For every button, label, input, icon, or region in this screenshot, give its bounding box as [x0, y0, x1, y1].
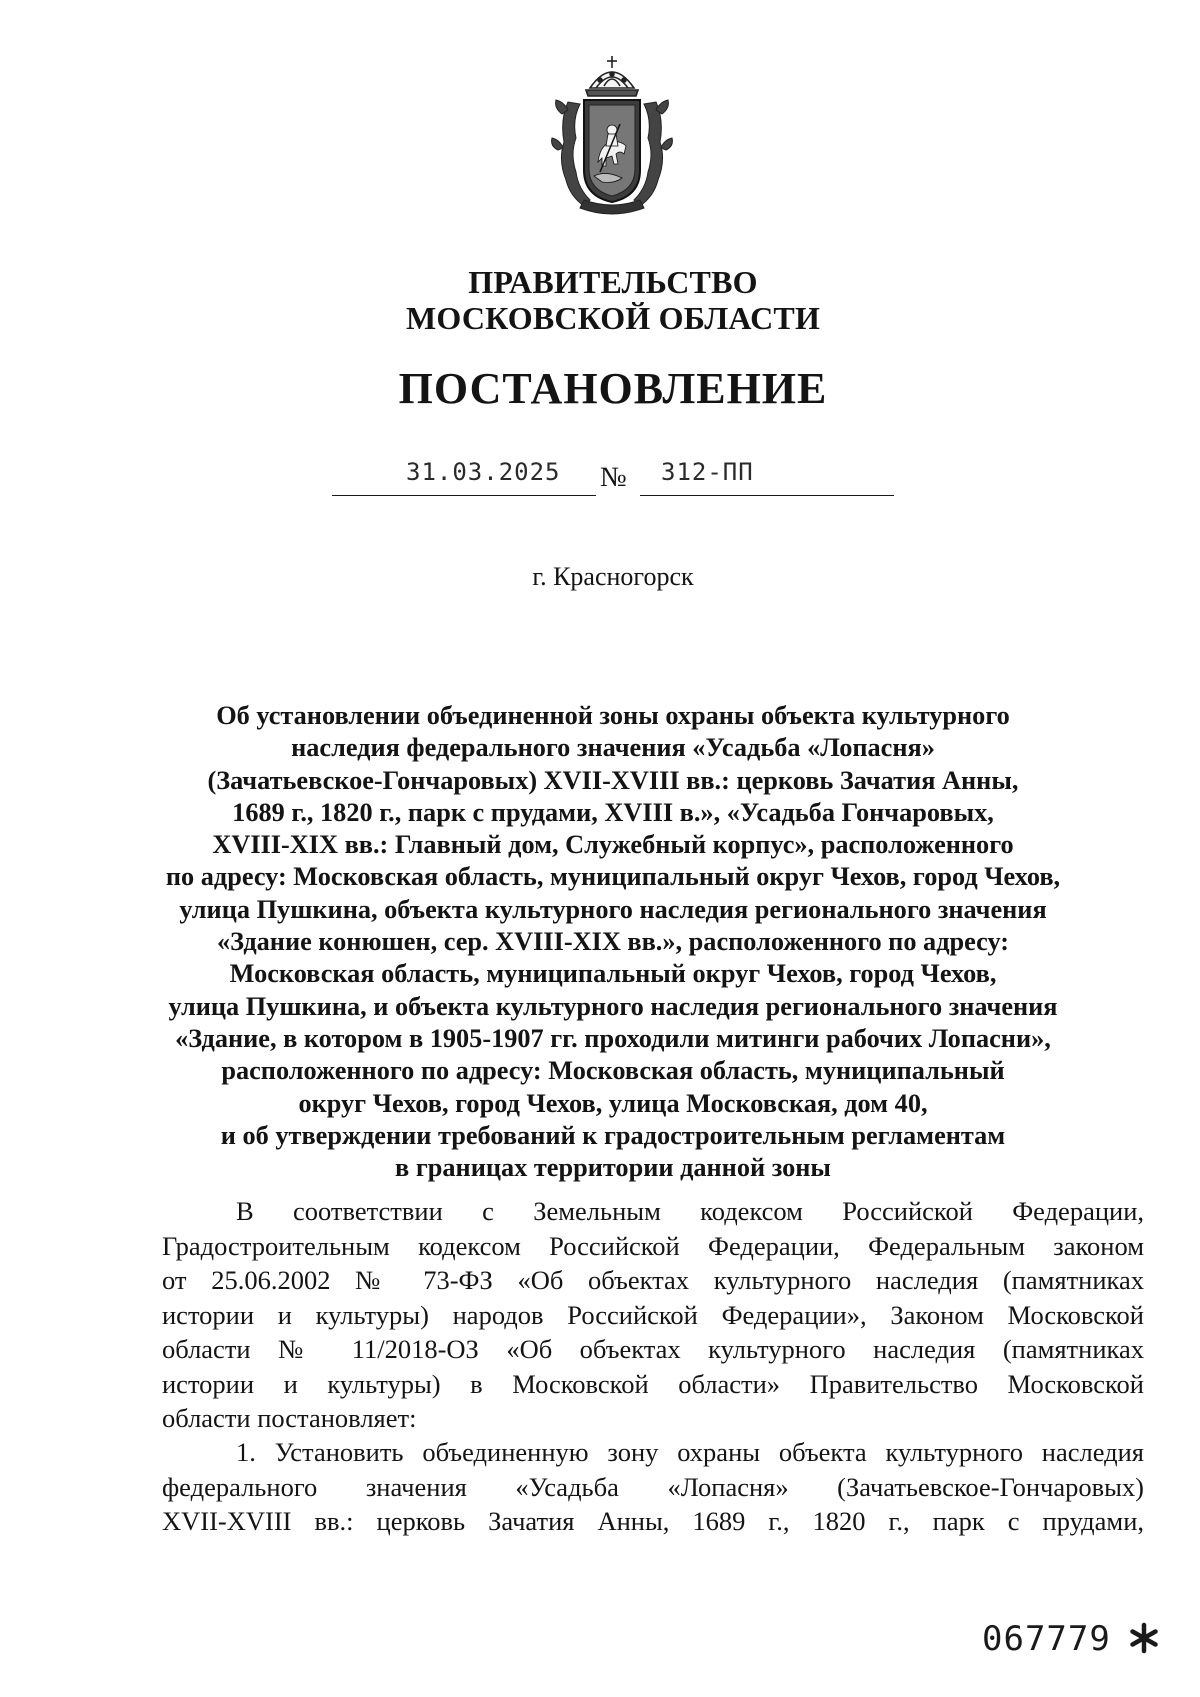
preamble-paragraph	[162, 1194, 1144, 1436]
item-1-line: 1. Установить объединенную зону охраны объекта культурного наследия	[236, 1437, 1144, 1467]
item-1-line: XVII-XVIII вв.: церковь Зачатия Анны, 1689 г., 1820 г., парк с прудами,	[162, 1506, 1144, 1536]
preamble-line: области постановляет:	[162, 1403, 417, 1433]
preamble-line: истории и культуры) в Московской области» Правительство Московской	[162, 1368, 1144, 1399]
subject-line: расположенного по адресу: Московская область, муниципальный	[221, 1056, 1005, 1086]
document-date: 31.03.2025	[406, 458, 561, 486]
document-subject	[0, 700, 1200, 1184]
subject-line: по адресу: Московская область, муниципальный округ Чехов, город Чехов,	[165, 862, 1061, 892]
subject-line: «Здание, в котором в 1905-1907 гг. проходили митинги рабочих Лопасни»,	[175, 1023, 1051, 1053]
preamble-line: от 25.06.2002 № 73-ФЗ «Об объектах культурного наследия (памятниках	[162, 1265, 1144, 1295]
subject-line: округ Чехов, город Чехов, улица Московская, дом 40,	[298, 1088, 928, 1118]
subject-line: Московская область, муниципальный округ Чехов, город Чехов,	[229, 959, 997, 989]
subject-line: улица Пушкина, и объекта культурного наследия регионального значения	[168, 991, 1058, 1021]
item-1-paragraph	[162, 1435, 1144, 1539]
subject-line: (Зачатьевское-Гончаровых) XVII-XVIII вв.: церковь Зачатия Анны,	[207, 765, 1019, 795]
asterisk-star-icon	[1127, 1621, 1161, 1655]
government-title-line2: МОСКОВСКОЙ ОБЛАСТИ	[405, 300, 821, 336]
serial-number: 067779	[982, 1619, 1111, 1659]
subject-line: в границах территории данной зоны	[395, 1153, 831, 1183]
subject-line: «Здание конюшен, сер. XVIII-XIX вв.», расположенного по адресу:	[216, 927, 1009, 957]
subject-line: Об установлении объединенной зоны охраны объекта культурного	[216, 701, 1010, 730]
subject-line: и об утверждении требований к градостроительным регламентам	[220, 1120, 1006, 1150]
coat-of-arms-icon	[550, 50, 674, 220]
preamble-line: истории и культуры) народов Российской Федерации», Законом Московской	[162, 1299, 1144, 1330]
subject-line: 1689 г., 1820 г., парк с прудами, XVIII в.», «Усадьба Гончаровых,	[232, 797, 994, 827]
number-sign: №	[600, 462, 627, 493]
subject-line: наследия федерального значения «Усадьба «Лопасня»	[291, 733, 935, 763]
city-of-issue: г. Красногорск	[532, 562, 694, 591]
subject-line: XVIII-XIX вв.: Главный дом, Служебный корпус», расположенного	[212, 830, 1014, 860]
document-number: 312-ПП	[661, 458, 754, 486]
preamble-line: В соответствии с Земельным кодексом Российской Федерации,	[236, 1196, 1144, 1226]
government-title-line1: ПРАВИТЕЛЬСТВО	[468, 264, 758, 300]
preamble-line: области № 11/2018-ОЗ «Об объектах культурного наследия (памятниках	[162, 1334, 1144, 1364]
item-1-line: федерального значения «Усадьба «Лопасня» (Зачатьевское-Гончаровых)	[162, 1471, 1144, 1502]
document-type-heading: ПОСТАНОВЛЕНИЕ	[398, 364, 828, 413]
subject-line: улица Пушкина, объекта культурного наследия регионального значения	[179, 894, 1047, 924]
preamble-line: Градостроительным кодексом Российской Федерации, Федеральным законом	[162, 1230, 1144, 1261]
